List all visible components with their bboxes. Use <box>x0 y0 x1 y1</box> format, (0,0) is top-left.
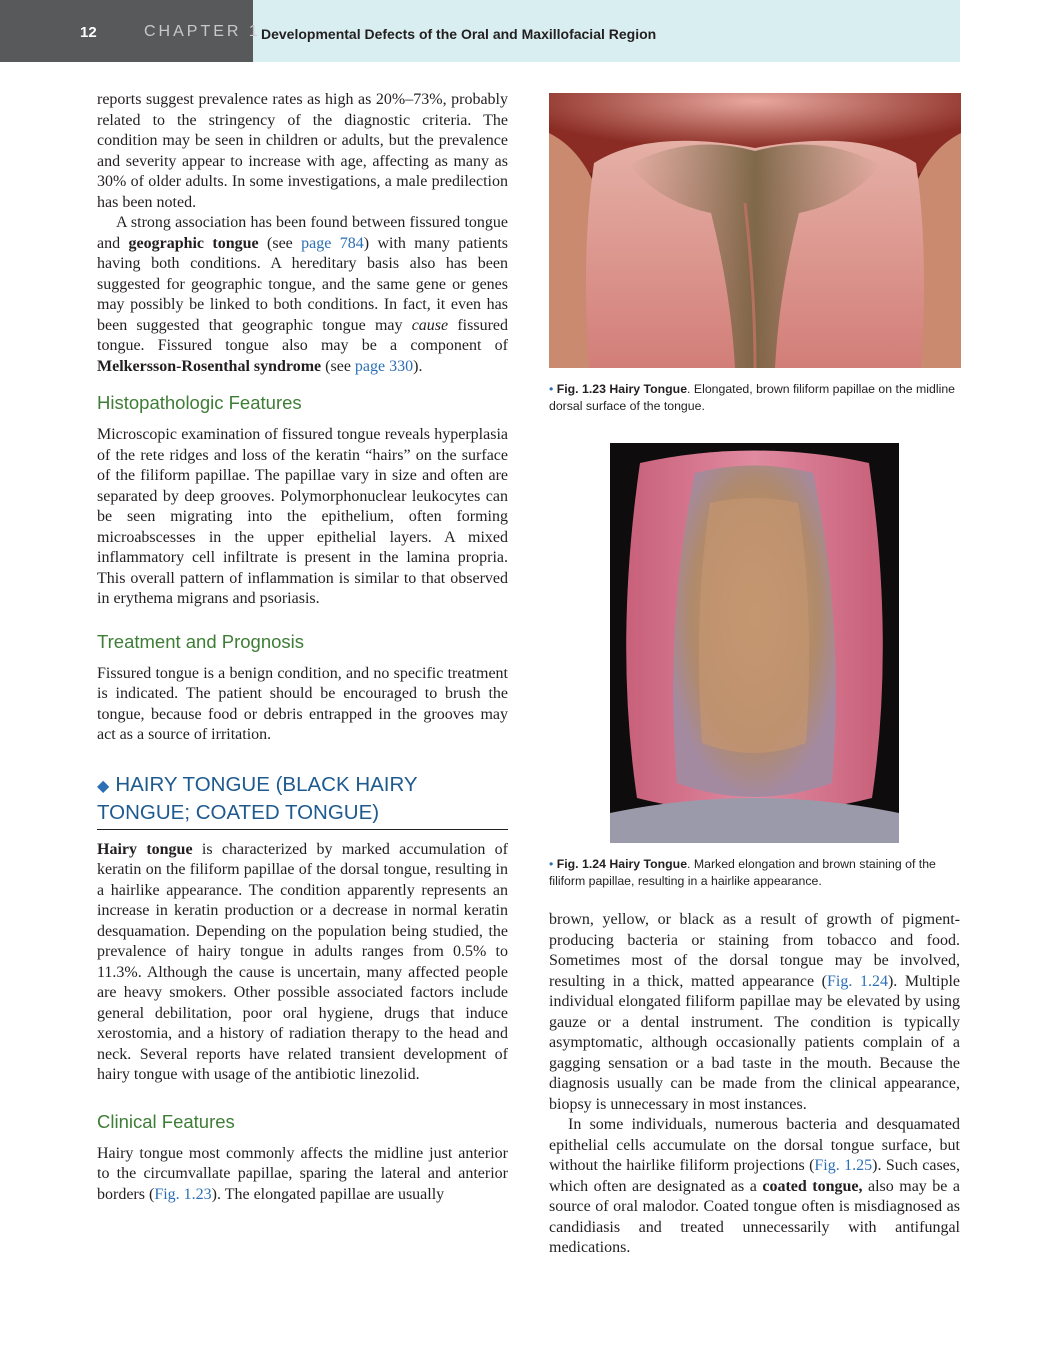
link-fig-1-24[interactable]: Fig. 1.24 <box>827 972 888 990</box>
link-fig-1-25[interactable]: Fig. 1.25 <box>814 1157 873 1174</box>
figure-title: Hairy Tongue <box>609 857 688 871</box>
caption-text: . Marked elongation and brown staining of the filiform papillae, resulting in a hairlike appearance. <box>549 857 936 888</box>
heading-clinical-features: Clinical Features <box>97 1110 235 1132</box>
link-page-784[interactable]: page 784 <box>301 234 364 252</box>
paragraph-treatment: Fissured tongue is a benign condition, and no specific treatment is indicated. The patient should be encouraged to brush the tongue, because food or debris entrapped in the grooves may act as a source of irritation. <box>97 664 508 743</box>
text-run: (see <box>258 234 302 252</box>
paragraph-clinical <box>97 1144 508 1206</box>
figure-label: Fig. 1.23 <box>556 382 606 396</box>
text-run: is characterized by marked accumulation of keratin on the filiform papillae of the dorsal tongue, resulting in a hairlike appearance. The condition apparently represents an increase in keratin production or a decrease in normal keratin desquamation. Depending on the population being studied, the prevalence of hairy tongue in adults ranges from 0.5% to 11.3%. Although the cause is uncertain, many affected people are heavy smokers. Other possible associated factors include general debilitation, poor oral hygiene, drugs that induce xerostomia, and a history of radiation therapy to the head and neck. Several reports have related transient development of hairy tongue with usage of the antibiotic linezolid. <box>97 840 509 1083</box>
term-coated-tongue: coated tongue, <box>762 1177 863 1195</box>
text-run: ). The elongated papillae are usually <box>211 1185 445 1203</box>
page-number: 12 <box>80 24 97 41</box>
link-page-330[interactable]: page 330 <box>354 357 414 375</box>
text-run: fissured tongue. Fissured tongue also may be a component of <box>97 316 509 354</box>
heading-hairy-tongue-text: HAIRY TONGUE (BLACK HAIRY TONGUE; COATED TONGUE) <box>97 772 418 824</box>
heading-hairy-tongue <box>97 772 508 826</box>
term-hairy-tongue: Hairy tongue <box>97 840 193 858</box>
heading-treatment-prognosis: Treatment and Prognosis <box>97 630 305 652</box>
text-run: Hairy tongue most commonly affects the midline just anterior to the circumvallate papillae, sparing the lateral and anterior borders ( <box>97 1144 508 1203</box>
caption-text: . Elongated, brown filiform papillae on the midline dorsal surface of the tongue. <box>549 382 955 413</box>
text-run: ). Such cases, which often are designated as a <box>549 1157 960 1195</box>
right-column-text <box>549 910 960 1259</box>
paragraph-coated-tongue <box>549 1115 960 1259</box>
hairy-tongue-photo-1 <box>549 93 961 368</box>
running-title: Developmental Defects of the Oral and Maxillofacial Region <box>261 26 657 42</box>
term-geographic-tongue: geographic tongue <box>128 234 259 252</box>
text-run: In some individuals, numerous bacteria and desquamated epithelial cells accumulate on the dorsal tongue surface, but without the hairlike filiform projections ( <box>549 1116 960 1174</box>
figure-title: Hairy Tongue <box>609 382 688 396</box>
heading-histopathologic-features: Histopathologic Features <box>97 392 302 413</box>
text-run: brown, yellow, or black as a result of growth of pigment-producing bacteria or staining from tobacco and food. Sometimes most of the dorsal tongue may be involved, resulting in a thick, matted appearance ( <box>549 911 960 990</box>
text-run: also may be a source of oral malodor. Coated tongue often is misdiagnosed as candidiasis and treated unnecessarily with antifungal medications. <box>549 1177 961 1256</box>
text-run: A strong association has been found between fissured tongue and <box>97 214 508 252</box>
running-header <box>0 0 960 62</box>
text-run: (see <box>321 357 355 375</box>
chapter-label: CHAPTER 1 <box>144 23 261 40</box>
figure-1-24-photo <box>610 443 899 843</box>
figure-1-23-photo <box>549 93 961 368</box>
paragraph-hairy-tongue-intro <box>97 840 508 1086</box>
term-melkersson-rosenthal: Melkersson-Rosenthal syndrome <box>97 357 322 375</box>
figure-1-23-caption <box>549 381 961 415</box>
figure-1-24-caption <box>549 856 961 890</box>
paragraph-clinical-continued <box>549 910 960 1115</box>
major-heading <box>97 772 508 830</box>
emphasis-cause: cause <box>411 316 449 334</box>
caption-bullet: • <box>549 857 554 871</box>
left-column <box>97 90 508 1205</box>
paragraph-prevalence: reports suggest prevalence rates as high as 20%–73%, probably related to the stringency of the diagnostic criteria. The condition may be seen in children or adults, but the prevalence and severity appear to increase with age, affecting as many as 30% of older adults. In some investigations, a male predilection has been noted. <box>97 91 508 211</box>
paragraph-association <box>97 213 508 377</box>
paragraph-histopathology: Microscopic examination of fissured tongue reveals hyperplasia of the rete ridges and loss of the keratin “hairs” on the surface of the filiform papillae. The papillae vary in size and often are separated by deep grooves. Polymorphonuclear leukocytes can be seen migrating into the epithelium, often forming microabscesses in the upper epithelial layers. A mixed inflammatory cell infiltrate is present in the lamina propria. This overall pattern of inflammation is similar to that observed in erythema migrans and psoriasis. <box>97 426 508 607</box>
diamond-bullet-icon: ◆ <box>97 777 110 795</box>
text-run: ) with many patients having both conditions. A hereditary basis also has been suggested for geographic tongue, and the same gene or genes may possibly be linked to both conditions. In fact, it even has been suggested that geographic tongue may <box>97 234 508 334</box>
hairy-tongue-photo-2 <box>610 443 899 843</box>
text-run: ). <box>413 357 423 375</box>
text-run: ). Multiple individual elongated filiform papillae may be elevated by using gauze or a dental instrument. The condition is typically asymptomatic, although occasionally patients complain of a gagging sensation or a bad taste in the mouth. Because the diagnosis usually can be made from the clinical appearance, biopsy is unnecessary in most instances. <box>549 972 960 1113</box>
link-fig-1-23[interactable]: Fig. 1.23 <box>154 1185 212 1203</box>
caption-bullet: • <box>549 382 554 396</box>
figure-label: Fig. 1.24 <box>556 857 606 871</box>
